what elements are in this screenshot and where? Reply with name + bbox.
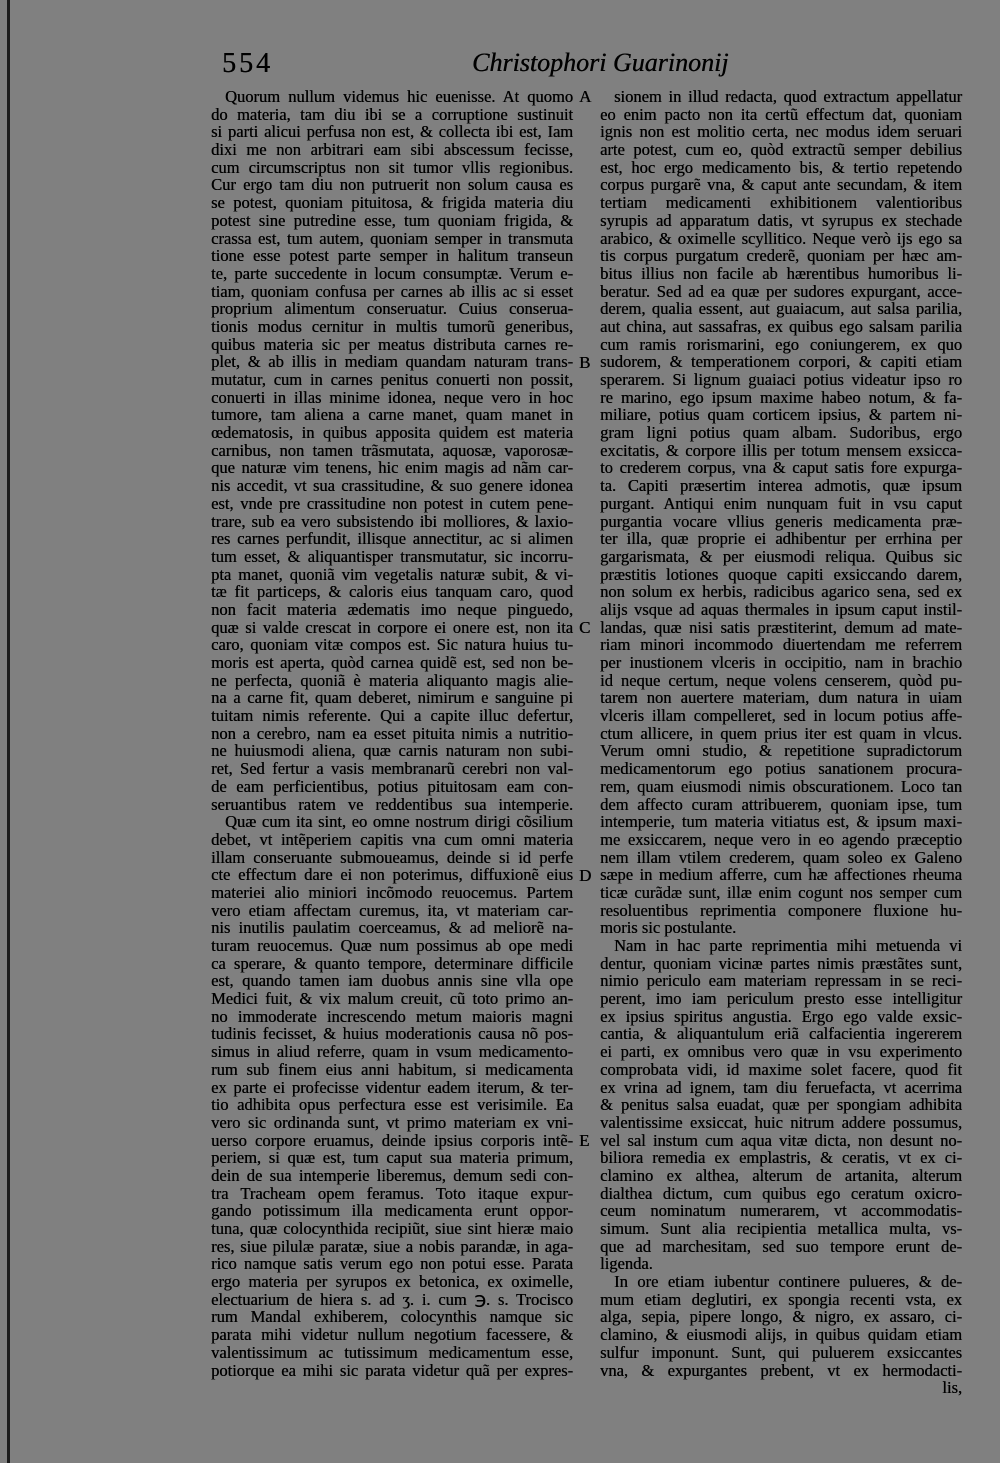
text-line: tumore, tam aliena a carne manet, quam manet in xyxy=(211,405,573,425)
text-line: re marino, ego ipsum maxime habeo notum, & fa- xyxy=(600,387,962,407)
text-line: materiei alio miniori incõmodo reuocemus. Partem xyxy=(211,882,573,902)
text-line: tuitam nimis referente. Qui a capite illuc defertur, xyxy=(211,706,573,726)
text-line: ceum nominatum numerarem, vt accommodatis- xyxy=(600,1201,962,1221)
paragraph xyxy=(211,813,573,1379)
text-line: ergo materia per syrupos ex betonica, ex oximelle, xyxy=(211,1272,573,1292)
text-line: que naturæ vim tenens, hic enim magis ad nãm car- xyxy=(211,458,573,478)
text-line: est, vnde pre crassitudine non potest in cutem pene- xyxy=(211,493,573,513)
text-line: syrupis ad apparatum datis, vt syrupus ex stechade xyxy=(600,210,962,230)
text-line: sudorem, & temperationem corpori, & capiti etiam xyxy=(600,352,962,372)
text-line: potiorque ea mihi sic parata videtur quã per expres- xyxy=(211,1360,573,1380)
text-line: illam conseruante submoueamus, deinde si id perfe xyxy=(211,847,573,867)
text-line: simum. Sunt alia recipientia metallica multa, vs- xyxy=(600,1219,962,1238)
text-line: clamino ex althea, alterum de artanita, alterum xyxy=(600,1165,962,1185)
text-line: cum circumscriptus non sit tumor vllis regionibus. xyxy=(211,157,573,177)
text-line: no immoderate increscendo metum maioris magni xyxy=(211,1006,573,1026)
text-line: rico namque satis verum ego non potui esse. Parata xyxy=(211,1254,573,1274)
text-line: moris sic postulante. xyxy=(600,918,737,938)
text-line: purgant. Antiqui enim nunquam fuit in vsu caput xyxy=(600,493,962,513)
text-line: tione esse potest parte semper in halitum transeun xyxy=(211,246,573,266)
text-line: rum sub finem eius anni habitum, si medicamenta xyxy=(211,1059,573,1079)
paragraph xyxy=(600,88,962,937)
text-line: Quorum nullum videmus hic euenisse. At quomo xyxy=(225,87,573,106)
text-line: clamino, & eiusmodi alijs, in quibus quidam etiam xyxy=(600,1325,962,1345)
text-line: purgantia vocare vllius generis medicamenta præ- xyxy=(600,511,962,531)
text-line: per inustionem vlceris in occipitio, nam in brachio xyxy=(600,653,962,672)
text-line: quæ si valde crescat in corpore ei onere est, non ita xyxy=(211,617,573,637)
text-line: corpus purgarẽ vna, & caput ante secundam, & item xyxy=(600,175,962,195)
text-line: quibus materia sic per meatus distributa carnes re- xyxy=(211,334,573,354)
text-line: sæpe in medium afferre, cum hæ affectiones rheuma xyxy=(600,865,962,885)
text-line: est, quando tamen iam duobus annis sine vlla ope xyxy=(211,971,573,991)
text-line: arabico, & oximelle scyllitico. Neque verò ijs ego sa xyxy=(600,228,962,248)
text-line: moris est aperta, quòd carnea quidẽ est, sed non be- xyxy=(211,653,573,672)
text-line: & penitus salsa euadat, quæ per spongiam adhibita xyxy=(600,1095,962,1115)
text-line: nis inutilis paulatim coerceamus, & ad meliorẽ na- xyxy=(211,918,573,938)
text-line: cte effectum dare ei non poterimus, diffuxionẽ eius xyxy=(211,865,573,885)
text-line: landas, quæ nisi satis præstiterint, demum ad mate- xyxy=(600,617,962,637)
text-line: œdematosis, in quibus apposita quidem est materia xyxy=(211,423,573,443)
text-line: me exsiccarem, neque vero in eo agendo præceptio xyxy=(600,829,962,849)
text-line: turam reuocemus. Quæ num possimus ab ope medi xyxy=(211,936,573,955)
text-line: nis accedit, vt sua crassitudine, & suo genere idonea xyxy=(211,476,573,496)
text-line: potest sine putredine esse, tum quoniam frigida, & xyxy=(211,210,573,230)
text-line: tudinis fecisset, & huius moderationis causa nõ pos- xyxy=(211,1024,573,1044)
text-line: to crederem corpus, vna & caput satis fore expurga- xyxy=(600,458,962,478)
text-line: cantia, & aliquantulum eriã calfacientia ingererem xyxy=(600,1024,962,1044)
text-line: alga, sepia, pipere longo, & nigro, ex assaro, ci- xyxy=(600,1307,962,1327)
text-line: arte potest, cum eo, quòd extractũ semper debilius xyxy=(600,140,962,160)
text-line: ne huiusmodi aliena, quæ carnis naturam non subi- xyxy=(211,741,573,761)
margin-letter-b: B xyxy=(579,353,591,372)
text-line: si parti alicui perfusa non est, & collecta ibi est, Iam xyxy=(211,122,573,142)
text-line: excitatis, & corpore illis per totum mensem exsicca- xyxy=(600,440,962,460)
text-line: gram ligni potius quam albam. Sudoribus, ergo xyxy=(600,423,962,443)
text-line: gando potissimum illa medicamenta erunt oppor- xyxy=(211,1201,573,1221)
text-line: præstitis lotiones quoque capiti exsiccando darem, xyxy=(600,564,962,584)
margin-letter-e: E xyxy=(579,1131,590,1150)
text-line: carnibus, non tamen trãsmutata, aquosæ, vaporosæ- xyxy=(211,440,573,460)
text-line: nimio periculo eam materiam repressam in se reci- xyxy=(600,971,962,991)
text-line: ex parte ei profecisse videntur eadem iterum, & ter- xyxy=(211,1077,573,1097)
text-line: tuna, quæ colocynthida recipiũt, siue sint hieræ maio xyxy=(211,1219,573,1238)
text-line: resoluentibus reprimentia componere fluxione hu- xyxy=(600,900,962,920)
text-line: dein de sua intemperie liberemus, demum sedi con- xyxy=(211,1165,573,1185)
text-line: aut china, aut sassafras, ex quibus ego salsam parilia xyxy=(600,316,962,336)
text-line: tionis modus cernitur in multis tumorũ generibus, xyxy=(211,316,573,336)
running-title: Christophori Guarinonij xyxy=(472,48,729,77)
text-line: dentur, quoniam vicinæ partes nimis præstãtes sunt, xyxy=(600,953,962,973)
text-line: Cur ergo tam diu non putruerit non solum causa es xyxy=(211,175,573,195)
text-line: vna, & expurgantes prebent, vt ex hermodacti- xyxy=(600,1360,962,1380)
text-line: caro, quoniam vitæ compos est. Sic natura huius tu- xyxy=(211,635,573,655)
text-line: res carnes perfundit, illisque annectitur, ac si alimen xyxy=(211,529,573,549)
text-line: ctum allicere, in quem prius iter est quam in vlcus. xyxy=(600,723,962,743)
text-line: tæ fit particeps, & caloris eius tanquam caro, quod xyxy=(211,582,573,602)
text-line: ne perfecta, quoniã è materia aliquanto magis alie- xyxy=(211,670,573,690)
text-line: id neque certum, neque volens censerem, quòd pu- xyxy=(600,670,962,690)
text-line: tiam, quoniam confusa per carnes ab illis ac si esset xyxy=(211,281,573,301)
text-line: bitus illius non facile ab hærentibus humoribus li- xyxy=(600,263,962,283)
text-line: proprium alimentum conseruatur. Cuius conserua- xyxy=(211,299,573,319)
text-line: periem, si quæ est, tum caput sua materia primum, xyxy=(211,1148,573,1168)
margin-letter-d: D xyxy=(579,866,592,885)
text-line: non facit materia ædematis imo neque pinguedo, xyxy=(211,599,573,619)
text-line: pta manet, quoniã vim vegetalis naturæ subit, & vi- xyxy=(211,564,573,584)
text-line: tertiam medicamenti exhibitionem valentioribus xyxy=(600,193,962,213)
text-line: nem illam vtilem crederem, quam soleo ex Galeno xyxy=(600,847,962,867)
text-line: biliora remedia ex emplastris, & ceratis, vt ex ci- xyxy=(600,1148,962,1168)
text-line: vero etiam affectam curemus, ita, vt materiam car- xyxy=(211,900,573,920)
text-line: vlceris illam compelleret, sed in locum potius affe- xyxy=(600,706,962,726)
text-line: ticæ curãdæ sunt, illæ enim cogunt nos semper cum xyxy=(600,882,962,902)
text-line: riam minori incommodo diuertendam me referrem xyxy=(600,635,962,655)
text-line: que ad marchesitam, sed suo tempore erunt de- xyxy=(600,1236,962,1256)
text-line: tis corpus purgatum crederẽ, quoniam per hæc am- xyxy=(600,246,962,266)
text-line: derem, qualia essent, aut guaiacum, aut salsa parilia, xyxy=(600,299,962,319)
page-number: 554 xyxy=(222,48,273,79)
text-line: na a carne fit, quam deberet, nimirum e sanguine pi xyxy=(211,688,573,708)
text-line: crassa est, tum autem, quoniam semper in transmuta xyxy=(211,228,573,248)
text-line: sionem in illud redacta, quod extractum appellatur xyxy=(614,87,962,106)
text-line: beratur. Sed ad ea quæ per sudores expurgant, acce- xyxy=(600,281,962,301)
text-line: medicamentorum ego potius sanationem procura- xyxy=(600,759,962,779)
text-line: tum esset, & aliquantisper transmutatur, sic incorru- xyxy=(211,546,573,566)
page-edge-line xyxy=(7,0,10,1463)
left-text-column xyxy=(211,88,573,1379)
text-line: de eam perficientibus, potius pituitosam eam con- xyxy=(211,776,573,796)
text-line: se potest, quoniam pituitosa, & frigida materia diu xyxy=(211,193,573,213)
text-line: est, hoc ergo medicamento bis, & tertio repetendo xyxy=(600,157,962,177)
text-line: electuarium de hiera s. ad ʒ. i. cum ℈. s. Trocisco xyxy=(211,1289,573,1309)
text-line: mum etiam deglutiri, ex spongia recenti vsta, ex xyxy=(600,1289,962,1309)
text-line: ca sperare, & quanto tempore, determinare difficile xyxy=(211,953,573,973)
text-line: Verum omni studio, & repetitione supradictorum xyxy=(600,741,962,761)
right-text-column xyxy=(600,88,962,1397)
text-line: dem affecto curam attribuerem, quoniam ipse, tum xyxy=(600,794,962,814)
text-line: vero sic ordinanda sunt, vt primo materiam ex vni- xyxy=(211,1112,573,1132)
text-line: valentissimum ac tutissimum medicamentum esse, xyxy=(211,1342,573,1362)
text-line: parata mihi videtur nullum negotium facessere, & xyxy=(211,1325,573,1345)
text-line: eo enim pacto non ita certũ effectum dat, quoniam xyxy=(600,104,962,124)
text-line: Medici fuit, & vix malum creuit, cũ toto primo an- xyxy=(211,989,573,1009)
margin-letter-c: C xyxy=(579,618,591,637)
text-line: alijs vsque ad aquas thermales in ipsum caput instil- xyxy=(600,599,962,619)
paragraph xyxy=(600,937,962,1273)
text-line: tarem non auertere materiam, dum natura in uiam xyxy=(600,688,962,708)
text-line: ligenda. xyxy=(600,1254,653,1274)
text-line: ei parti, ex omnibus vero quæ in vsu experimento xyxy=(600,1042,962,1062)
text-line: non a cerebro, nam ea esset pituita nimis a nutritio- xyxy=(211,723,573,743)
paragraph xyxy=(211,88,573,813)
text-line: plet, & ab illis in mediam quandam naturam trans- xyxy=(211,352,573,372)
text-line: In ore etiam iubentur continere pulueres, & de- xyxy=(614,1272,962,1292)
text-line: Nam in hac parte reprimentia mihi metuenda vi xyxy=(614,936,962,955)
text-line: perent, imo iam periculum presto esse intelligitur xyxy=(600,989,962,1009)
text-line: valentissime exsiccat, huic nitrum addere possumus, xyxy=(600,1112,962,1132)
text-line: intemperie, tum materia vitiatus est, & ipsum maxi- xyxy=(600,812,962,832)
text-line: te, parte succedente in locum consumptæ. Verum e- xyxy=(211,263,573,283)
margin-letter-a: A xyxy=(579,87,592,106)
text-line: tio adhibita opus perfectura esse est verisimile. Ea xyxy=(211,1095,573,1115)
text-line: seruantibus ratem ve reddentibus sua intemperie. xyxy=(211,794,573,814)
text-line: comprobata vidi, id maxime solet facere, quod fit xyxy=(600,1059,962,1079)
text-line: Quæ cum ita sint, eo omne nostrum dirigi cõsilium xyxy=(225,812,573,832)
text-line: conuerti in illas minime idonea, neque vero in hoc xyxy=(211,387,573,407)
text-line: mutatur, cum in carnes penitus conuerti non possit, xyxy=(211,370,573,389)
text-line: sperarem. Si lignum guaiaci potius videatur ipso ro xyxy=(600,370,962,389)
text-line: rum Mandal exhiberem, colocynthis namque sic xyxy=(211,1307,573,1327)
text-line: trare, sub ea vero subsistendo ibi molliores, & laxio- xyxy=(211,511,573,531)
text-line: dixi me non arbitrari eam sibi abscessum fecisse, xyxy=(211,140,573,160)
text-line: miliare, potius quam corticem ipsius, & partem ni- xyxy=(600,405,962,425)
text-line: cum ramis rorismarini, ego coniungerem, ex quo xyxy=(600,334,962,354)
text-line: ignis non est molitio certa, nec modus idem seruari xyxy=(600,122,962,142)
text-line: uerso corpore eruamus, deinde ipsius corporis intẽ- xyxy=(211,1130,573,1150)
text-line: ta. Capiti præsertim interea admotis, quæ ipsum xyxy=(600,476,962,496)
text-line: ex ipsius spiritus angustia. Ergo ego valde exsic- xyxy=(600,1006,962,1026)
text-line: vel sal instum cum aqua vitæ dicta, non desunt no- xyxy=(600,1130,962,1150)
text-line: non solum ex herbis, radicibus agarico sena, sed ex xyxy=(600,582,962,602)
text-line: res, siue pilulæ paratæ, siue a nobis parandæ, in aga- xyxy=(211,1236,573,1256)
text-line: sulfur imponunt. Sunt, qui puluerem exsiccantes xyxy=(600,1342,962,1362)
text-line: do materia, tam diu ibi se a corruptione sustinuit xyxy=(211,104,573,124)
paragraph xyxy=(600,1273,962,1397)
text-line: ter illa, quæ proprie ei adhibentur per errhina per xyxy=(600,529,962,549)
text-line: gargarismata, & per eiusmodi reliqua. Quibus sic xyxy=(600,546,962,566)
text-line: simus in aliud referre, quam in vsum medicamento- xyxy=(211,1042,573,1062)
text-line: ret, Sed fertur a vasis membranarũ cerebri non val- xyxy=(211,759,573,779)
text-line: debet, vt intẽperiem capitis vna cum omni materia xyxy=(211,829,573,849)
text-line: rem, quam eiusmodi nimis obscurationem. Loco tan xyxy=(600,776,962,796)
text-line: dialthea dictum, cum quibus ego ceratum oxicro- xyxy=(600,1183,962,1203)
text-line: lis, xyxy=(942,1378,962,1398)
text-line: tra Tracheam opem feramus. Toto itaque expur- xyxy=(211,1183,573,1203)
text-line: ex vrina ad ignem, tam diu feruefacta, vt acerrima xyxy=(600,1077,962,1097)
